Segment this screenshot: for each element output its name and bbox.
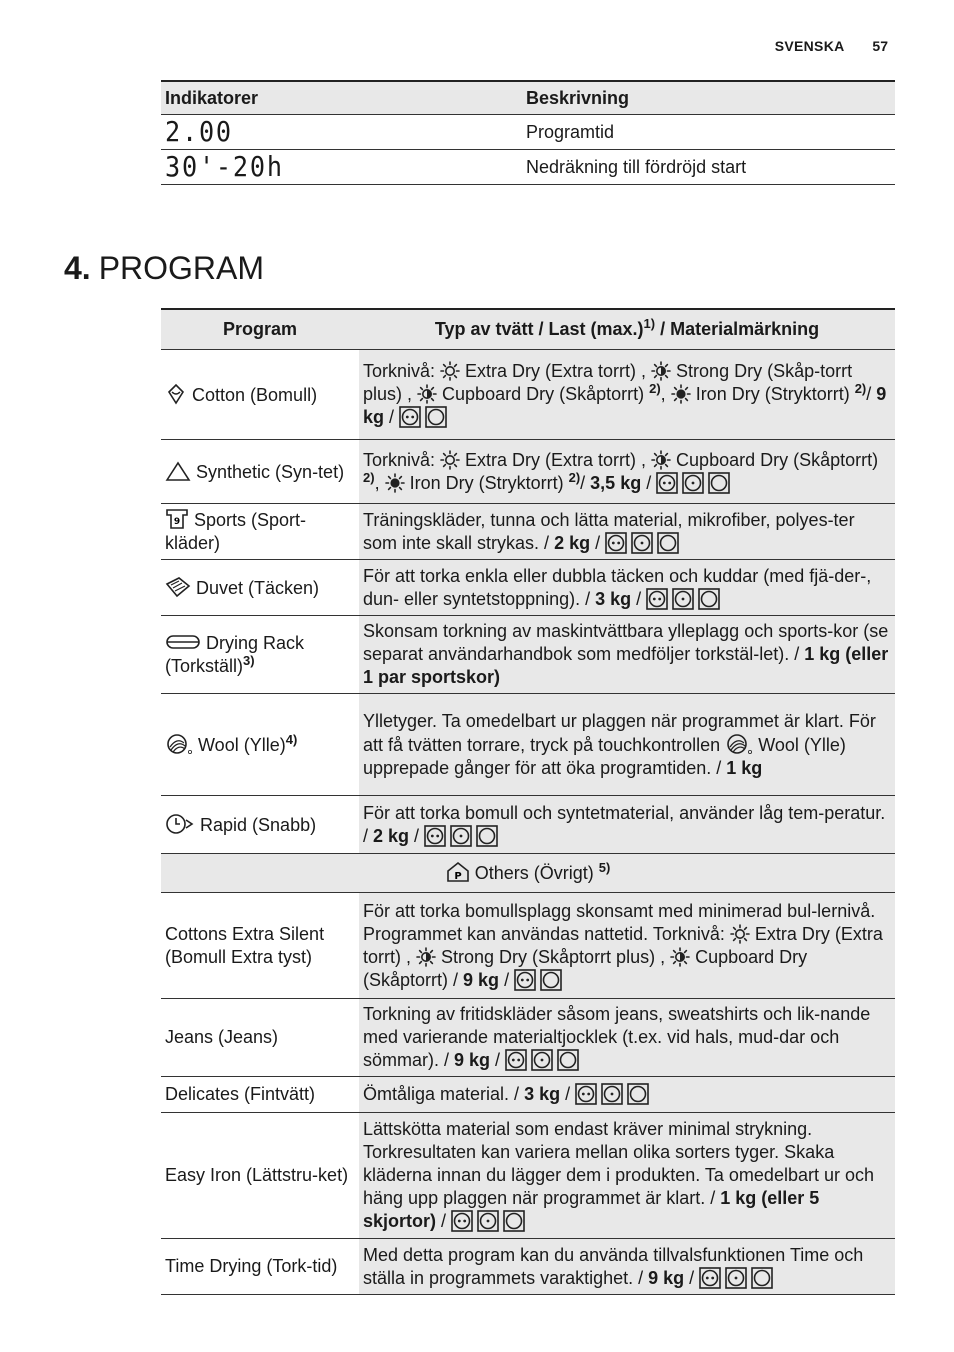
table-row bbox=[161, 694, 895, 796]
duvet-icon bbox=[165, 576, 191, 598]
program-description: Skonsam torkning av maskintvättbara ylleplagg och sports-kor (se separat användarhandbok som medföljer torkstäl-let). / 1 kg (eller 1 par sportskor) bbox=[359, 616, 895, 694]
section-number: 4. bbox=[64, 250, 91, 286]
delay-start-display: 30'-20h bbox=[165, 150, 284, 183]
cupboard-dry-icon bbox=[651, 450, 671, 470]
tumble-dry-icon bbox=[657, 532, 679, 554]
rapid-icon bbox=[165, 813, 195, 835]
program-table bbox=[161, 308, 895, 1295]
tumble-dry-high-icon bbox=[656, 472, 678, 494]
strong-dry-icon bbox=[651, 361, 671, 381]
indicator-description: Nedräkning till fördröjd start bbox=[522, 150, 895, 185]
section-title-text: PROGRAM bbox=[98, 250, 265, 286]
tumble-dry-low-icon bbox=[682, 472, 704, 494]
program-name: Cotton (Bomull) bbox=[161, 350, 359, 440]
cupboard-dry-icon bbox=[417, 384, 437, 404]
tumble-dry-low-icon bbox=[725, 1267, 747, 1289]
extra-dry-icon bbox=[730, 924, 750, 944]
table-row bbox=[161, 1113, 895, 1239]
tumble-dry-icon bbox=[751, 1267, 773, 1289]
extra-dry-icon bbox=[440, 361, 460, 381]
table-row bbox=[161, 350, 895, 440]
tumble-dry-high-icon bbox=[451, 1210, 473, 1232]
tumble-dry-icon bbox=[698, 588, 720, 610]
program-description: För att torka bomullsplagg skonsamt med minimerad bul-lernivå. Programmet kan användas nattetid. Torknivå: Extra Dry (Extra torrt) , Strong Dry (Skåptorrt plus) , Cupboard Dry (Skåptorrt) / 9 kg / bbox=[359, 893, 895, 999]
tumble-dry-high-icon bbox=[505, 1049, 527, 1071]
tumble-dry-high-icon bbox=[424, 825, 446, 847]
tumble-dry-icon bbox=[425, 406, 447, 428]
indicator-table bbox=[161, 80, 895, 185]
program-column-header: Program bbox=[161, 309, 359, 350]
others-label: P Others (Övrigt) $^{5)}$ bbox=[161, 854, 895, 893]
drying-rack-icon bbox=[165, 631, 201, 653]
svg-text:9: 9 bbox=[173, 517, 181, 527]
tumble-dry-icon bbox=[557, 1049, 579, 1071]
sports-shirt-icon bbox=[165, 508, 189, 530]
program-name: Jeans (Jeans) bbox=[161, 999, 359, 1077]
program-description: Med detta program kan du använda tillvalsfunktionen Time och ställa in programmets varaktighet. / 9 kg / bbox=[359, 1239, 895, 1295]
page-header bbox=[775, 38, 888, 54]
program-description: Ylletyger. Ta omedelbart ur plaggen när programmet är klart. För att få tvätten torrare, tryck på touchkontrollen Wool (Ylle) upprepade gånger för att öka programtiden. / 1 kg bbox=[359, 694, 895, 796]
tumble-dry-high-icon bbox=[399, 406, 421, 428]
language-label: SVENSKA bbox=[774, 38, 845, 54]
tumble-dry-icon bbox=[708, 472, 730, 494]
wool-icon bbox=[725, 733, 753, 755]
table-row bbox=[161, 1077, 895, 1113]
tumble-dry-high-icon bbox=[605, 532, 627, 554]
others-group-row bbox=[161, 854, 895, 893]
program-name: Time Drying (Tork-tid) bbox=[161, 1239, 359, 1295]
program-description: Träningskläder, tunna och lätta material, mikrofiber, polyes-ter som inte skall strykas. / 2 kg / bbox=[359, 504, 895, 560]
program-name: Drying Rack (Torkställ)$^{3)}$ bbox=[161, 616, 359, 694]
table-row bbox=[161, 999, 895, 1077]
strong-dry-icon bbox=[416, 947, 436, 967]
program-description: För att torka bomull och syntetmaterial, använder låg tem-peratur. / 2 kg / bbox=[359, 796, 895, 854]
cotton-icon bbox=[165, 383, 187, 405]
tumble-dry-high-icon bbox=[646, 588, 668, 610]
svg-text:P: P bbox=[454, 871, 462, 882]
program-description: Torknivå: Extra Dry (Extra torrt) , Cupboard Dry (Skåptorrt) $^{2)}$, Iron Dry (Stryktorrt) $^{2)}$/ 3,5 kg / bbox=[359, 440, 895, 504]
tumble-dry-high-icon bbox=[699, 1267, 721, 1289]
others-house-icon bbox=[446, 861, 470, 883]
section-title bbox=[64, 250, 264, 287]
table-row bbox=[161, 560, 895, 616]
tumble-dry-low-icon bbox=[531, 1049, 553, 1071]
tumble-dry-icon bbox=[540, 969, 562, 991]
synthetic-icon bbox=[165, 460, 191, 482]
program-description: Lättskötta material som endast kräver minimal strykning. Torkresultaten kan variera mellan olika sorters tyger. Skaka kläderna innan du lägger dem i produkten. Ta omedelbart ur och häng upp plaggen när programmet är klart. / 1 kg (eller 5 skjortor) / bbox=[359, 1113, 895, 1239]
type-column-header: Typ av tvätt / Last $(\max.)^{1)}$ / Materialmärkning bbox=[359, 309, 895, 350]
program-name: Delicates (Fintvätt) bbox=[161, 1077, 359, 1113]
indicator-description: Programtid bbox=[522, 115, 895, 150]
program-description: Ömtåliga material. / 3 kg / bbox=[359, 1077, 895, 1113]
tumble-dry-icon bbox=[627, 1083, 649, 1105]
tumble-dry-low-icon bbox=[477, 1210, 499, 1232]
program-name: Duvet (Täcken) bbox=[161, 560, 359, 616]
tumble-dry-high-icon bbox=[575, 1083, 597, 1105]
iron-dry-icon bbox=[671, 384, 691, 404]
program-time-display: 2.00 bbox=[165, 115, 233, 148]
tumble-dry-low-icon bbox=[601, 1083, 623, 1105]
indicator-column-header: Indikatorer bbox=[161, 81, 522, 115]
description-column-header: Beskrivning bbox=[522, 81, 895, 115]
table-row bbox=[161, 504, 895, 560]
table-row bbox=[161, 796, 895, 854]
table-row bbox=[161, 893, 895, 999]
program-name: Wool (Ylle)$^{4)}$ bbox=[161, 694, 359, 796]
tumble-dry-icon bbox=[503, 1210, 525, 1232]
cupboard-dry-icon bbox=[670, 947, 690, 967]
tumble-dry-low-icon bbox=[672, 588, 694, 610]
tumble-dry-low-icon bbox=[450, 825, 472, 847]
program-name: 9 Sports (Sport-kläder) bbox=[161, 504, 359, 560]
table-row bbox=[161, 616, 895, 694]
tumble-dry-icon bbox=[476, 825, 498, 847]
table-row bbox=[161, 1239, 895, 1295]
program-name: Easy Iron (Lättstru-ket) bbox=[161, 1113, 359, 1239]
program-name: Rapid (Snabb) bbox=[161, 796, 359, 854]
program-description: Torknivå: Extra Dry (Extra torrt) , Strong Dry (Skåp-torrt plus) , Cupboard Dry (Skåptorrt) $^{2)}$, Iron Dry (Stryktorrt) $^{2)}$/ 9 kg / bbox=[359, 350, 895, 440]
tumble-dry-low-icon bbox=[631, 532, 653, 554]
wool-icon bbox=[165, 733, 193, 755]
program-description: Torkning av fritidskläder såsom jeans, sweatshirts och lik-nande med varierande materialtjocklek (t.ex. vid hals, mud-dar och sömmar). / 9 kg / bbox=[359, 999, 895, 1077]
extra-dry-icon bbox=[440, 450, 460, 470]
iron-dry-icon bbox=[385, 473, 405, 493]
page-number: 57 bbox=[872, 38, 888, 54]
program-name: Cottons Extra Silent (Bomull Extra tyst) bbox=[161, 893, 359, 999]
table-row bbox=[161, 440, 895, 504]
program-description: För att torka enkla eller dubbla täcken och kuddar (med fjä-der-, dun- eller syntetstoppning). / 3 kg / bbox=[359, 560, 895, 616]
program-name: Synthetic (Syn-tet) bbox=[161, 440, 359, 504]
tumble-dry-high-icon bbox=[514, 969, 536, 991]
